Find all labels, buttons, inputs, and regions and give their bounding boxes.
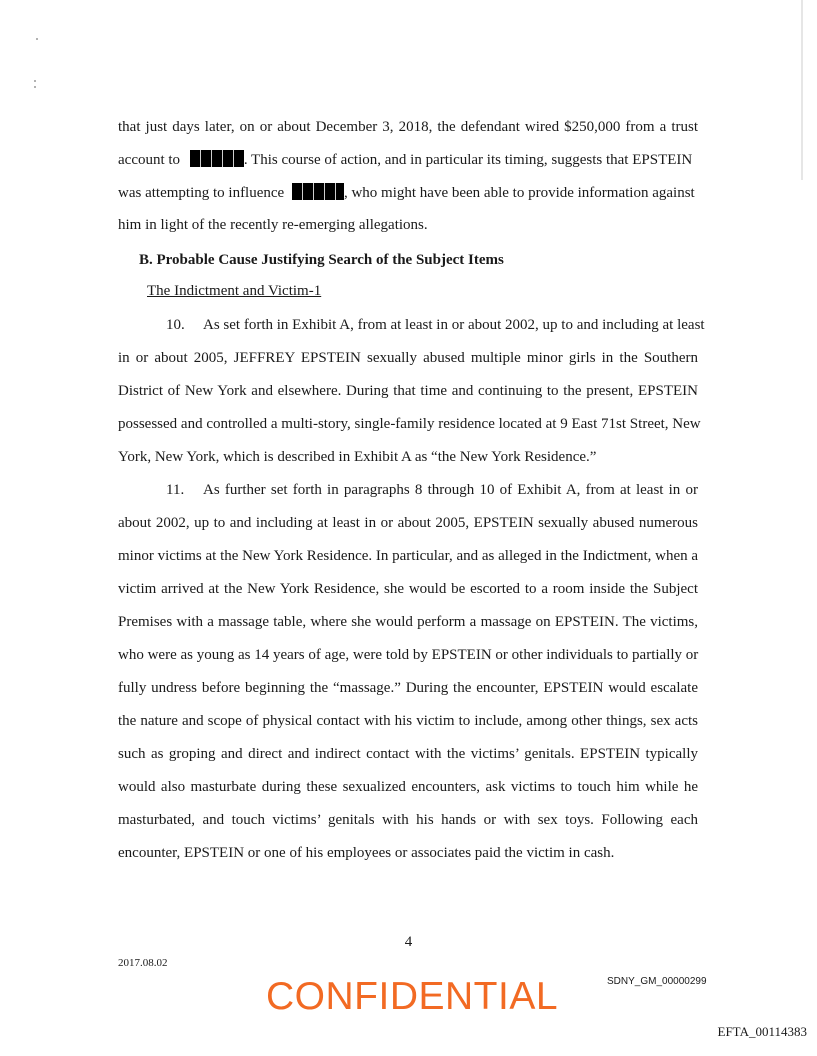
intro-line-2 (118, 150, 698, 169)
intro-line-2-start: account to (118, 152, 181, 168)
paragraph-11-line-6: who were as young as 14 years of age, were told by EPSTEIN or other individuals to partially or (118, 647, 699, 663)
bates-number: SDNY_GM_00000299 (607, 976, 707, 987)
paragraph-11-line-12: encounter, EPSTEIN or one of his employees or associates paid the victim in cash. (118, 845, 615, 861)
paragraph-text: As further set forth in paragraphs 8 through 10 of Exhibit A, from at least in or (203, 482, 698, 498)
intro-line-2-end: . This course of action, and in particular its timing, suggests that EPSTEIN (243, 152, 693, 168)
paragraph-text: As set forth in Exhibit A, from at least in or about 2002, up to and including at least (203, 317, 705, 333)
paragraph-10-line-4: possessed and controlled a multi-story, single-family residence located at 9 East 71st Street, New (118, 416, 701, 432)
paragraph-11-line-1 (166, 481, 698, 499)
scan-speck (34, 86, 36, 88)
paragraph-11-line-2: about 2002, up to and including at least in or about 2005, EPSTEIN sexually abused numerous (118, 515, 698, 531)
intro-line-4: him in light of the recently re-emerging allegations. (118, 217, 428, 233)
intro-line-3-end: , who might have been able to provide information against (343, 185, 695, 201)
paragraph-10-line-3: District of New York and elsewhere. During that time and continuing to the present, EPSTEIN (118, 383, 698, 399)
section-heading: B. Probable Cause Justifying Search of the Subject Items (139, 252, 504, 268)
confidential-stamp: CONFIDENTIAL (266, 975, 559, 1018)
paragraph-11-line-8: the nature and scope of physical contact with his victim to include, among other things, sex acts (118, 713, 698, 729)
scan-speck (34, 80, 36, 82)
paragraph-11-line-3: minor victims at the New York Residence. In particular, and as alleged in the Indictment, when a (118, 548, 699, 564)
intro-line-3-start: was attempting to influence (118, 185, 285, 201)
paragraph-10-line-5: York, New York, which is described in Exhibit A as “the New York Residence.” (118, 449, 597, 465)
efta-number: EFTA_00114383 (717, 1024, 807, 1039)
paragraph-10-line-1 (166, 316, 705, 334)
paragraph-11-line-11: masturbated, and touch victims’ genitals with his hands or with sex toys. Following each (118, 812, 698, 828)
redaction-box (292, 183, 344, 200)
footer-date-code: 2017.08.02 (118, 957, 168, 969)
subheading: The Indictment and Victim-1 (147, 283, 322, 299)
scan-speck (36, 38, 38, 40)
scan-page-edge (801, 0, 803, 180)
intro-line-1: that just days later, on or about December 3, 2018, the defendant wired $250,000 from a trust (118, 119, 698, 135)
intro-line-3 (118, 183, 698, 202)
paragraph-11-line-4: victim arrived at the New York Residence, she would be escorted to a room inside the Subject (118, 581, 698, 597)
paragraph-11-line-5: Premises with a massage table, where she would perform a massage on EPSTEIN. The victims, (118, 614, 698, 630)
paragraph-11-line-10: would also masturbate during these sexualized encounters, ask victims to touch him while he (118, 779, 698, 795)
paragraph-number: 11. (166, 482, 185, 498)
paragraph-11-line-7: fully undress before beginning the “massage.” During the encounter, EPSTEIN would escalate (118, 680, 698, 696)
paragraph-number: 10. (166, 317, 185, 333)
redaction-box (190, 150, 244, 167)
paragraph-11-line-9: such as groping and direct and indirect contact with the victims’ genitals. EPSTEIN typically (118, 746, 698, 762)
page-number: 4 (404, 934, 413, 950)
paragraph-10-line-2: in or about 2005, JEFFREY EPSTEIN sexually abused multiple minor girls in the Southern (118, 350, 698, 366)
